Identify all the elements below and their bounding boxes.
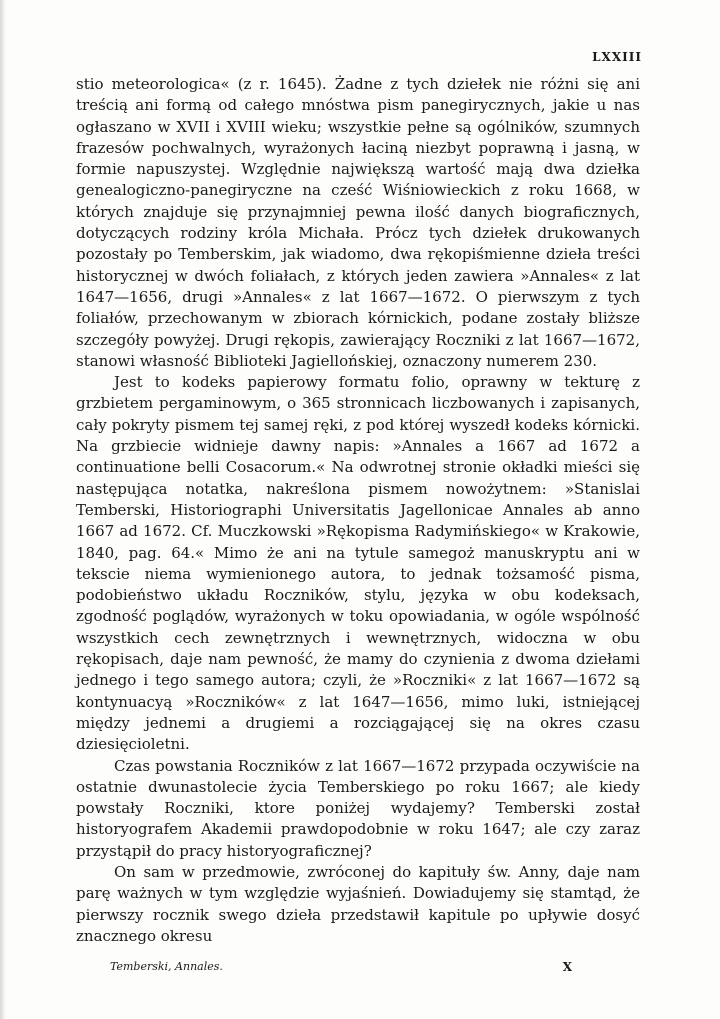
page-edge-shadow <box>0 0 6 1019</box>
page-footer <box>110 960 572 973</box>
paragraph-codex-description: Jest to kodeks papierowy formatu folio, oprawny w tekturę z grzbietem pergaminowym, o 365 stronnicach liczbowanych i zapisanych, cały pokryty pismem tej samej ręki, z pod której wyszedł kodeks kórnicki. Na grzbiecie widnieje dawny napis: »Annales a 1667 ad 1672 a continuatione belli Cosacorum.« Na odwrotnej stronie okładki mieści się następująca notatka, nakreślona pismem nowożytnem: »Stanislai Temberski, Historiographi Universitatis Jagellonicae Annales ab anno 1667 ad 1672. Cf. Muczkowski »Rękopisma Radymińskiego« w Krakowie, 1840, pag. 64.« Mimo że ani na tytule samegoż manuskryptu ani w tekscie niema wymienionego autora, to jednak tożsamość pisma, podobieństwo układu Roczników, stylu, języka w obu kodeksach, zgodność poglądów, wyrażonych w toku opowiadania, w ogóle wspólność wszystkich cech zewnętrznych i wewnętrznych, widoczna w obu rękopisach, daje nam pewność, że mamy do czynienia z dwoma dziełami jednego i tego samego autora; czyli, że »Roczniki« z lat 1667—1672 są kontynuacyą »Roczników« z lat 1647—1656, mimo luki, istniejącej między jednemi a drugiemi a rozciągającej się na okres czasu dziesięcioletni. <box>76 373 640 754</box>
paragraph-continuation: stio meteorologica« (z r. 1645). Żadne z tych dziełek nie różni się ani treścią ani formą od całego mnóstwa pism panegirycznych, jakie u nas ogłaszano w XVII i XVIII wieku; wszystkie pełne są ogólników, szumnych frazesów pochwalnych, wyrażonych łaciną niezbyt poprawną i jasną, w formie napuszystej. Względnie największą wartość mają dwa dziełka genealogiczno-panegiryczne na cześć Wiśniowieckich z roku 1668, w których znajduje się przynajmniej pewna ilość danych biograficznych, dotyczących rodziny króla Michała. Prócz tych dziełek drukowanych pozostały po Temberskim, jak wiadomo, dwa rękopiśmienne dzieła treści historycznej w dwóch foliałach, z których jeden zawiera »Annales« z lat 1647—1656, drugi »Annales« z lat 1667—1672. O pierwszym z tych foliałów, przechowanym w zbiorach kórnickich, podane zostały bliższe szczegóły powyżej. Drugi rękopis, zawierający Roczniki z lat 1667—1672, stanowi własność Biblioteki Jagiellońskiej, oznaczony numerem 230. <box>76 75 640 370</box>
page-number: LXXIII <box>592 50 642 64</box>
signature-mark: X <box>562 960 572 974</box>
paragraph-dating: Czas powstania Roczników z lat 1667—1672 przypada oczywiście na ostatnie dwunastolecie życia Temberskiego po roku 1667; ale kiedy powstały Roczniki, ktore poniżej wydajemy? Temberski został historyografem Akademii prawdopodobnie w roku 1647; ale czy zaraz przystąpił do pracy historyograficznej? <box>76 756 640 860</box>
footer-reference: Temberski, Annales. <box>110 960 223 973</box>
body-text <box>76 74 640 947</box>
paragraph-preface: On sam w przedmowie, zwróconej do kapituły św. Anny, daje nam parę ważnych w tym względzie wyjaśnień. Dowiadujemy się stamtąd, że pierwszy rocznik swego dzieła przedstawił kapitule po upływie dosyć znacznego okresu <box>76 862 640 945</box>
